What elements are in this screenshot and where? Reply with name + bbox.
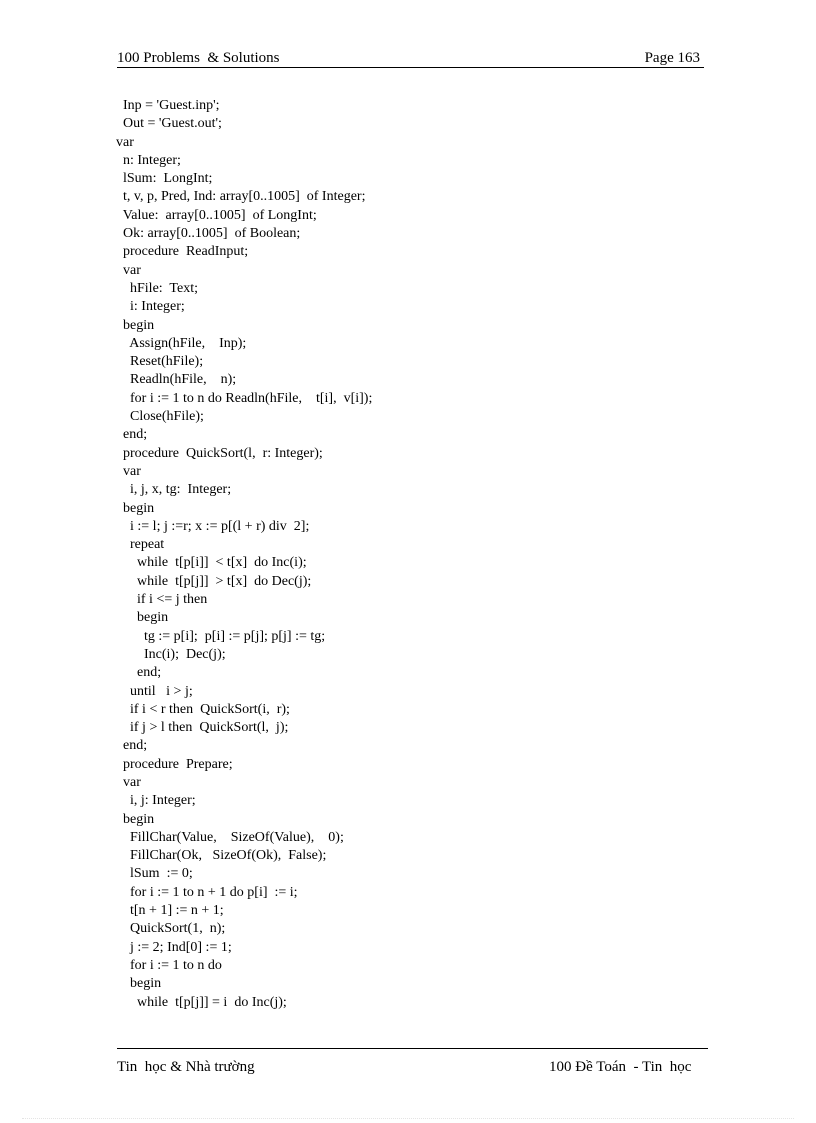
- code-line: hFile: Text;: [116, 280, 198, 296]
- code-line: i, j, x, tg: Integer;: [116, 482, 232, 498]
- code-line: lSum := 0;: [116, 866, 193, 882]
- code-line: Inc(i); Dec(j);: [116, 646, 226, 662]
- code-line: end;: [116, 665, 162, 681]
- code-line: FillChar(Ok, SizeOf(Ok), False);: [116, 848, 327, 864]
- code-line: begin: [116, 610, 169, 626]
- code-line: Close(hFile);: [116, 409, 204, 425]
- code-line: while t[p[i]] < t[x] do Inc(i);: [116, 555, 307, 571]
- code-listing: [116, 97, 372, 1012]
- footer-right-text: 100 Đề Toán - Tin học: [549, 1059, 692, 1075]
- code-line: end;: [116, 427, 148, 443]
- code-line: for i := 1 to n + 1 do p[i] := i;: [116, 884, 298, 900]
- code-line: Out = 'Guest.out';: [116, 116, 222, 132]
- code-line: end;: [116, 738, 148, 754]
- code-line: while t[p[j]] > t[x] do Dec(j);: [116, 573, 312, 589]
- code-line: lSum: LongInt;: [116, 171, 213, 187]
- code-line: i := l; j :=r; x := p[(l + r) div 2];: [116, 518, 310, 534]
- code-line: begin: [116, 811, 155, 827]
- code-line: Assign(hFile, Inp);: [116, 335, 247, 351]
- code-line: FillChar(Value, SizeOf(Value), 0);: [116, 829, 344, 845]
- code-line: Value: array[0..1005] of LongInt;: [116, 207, 317, 223]
- code-line: until i > j;: [116, 683, 193, 699]
- code-line: n: Integer;: [116, 152, 181, 168]
- code-line: while t[p[j]] = i do Inc(j);: [116, 994, 287, 1010]
- code-line: begin: [116, 317, 155, 333]
- code-line: begin: [116, 500, 155, 516]
- code-line: Reset(hFile);: [116, 354, 204, 370]
- code-line: for i := 1 to n do: [116, 957, 222, 973]
- code-line: var: [116, 774, 141, 790]
- code-line: Readln(hFile, n);: [116, 372, 237, 388]
- code-line: if j > l then QuickSort(l, j);: [116, 720, 289, 736]
- code-line: t, v, p, Pred, Ind: array[0..1005] of Integer;: [116, 189, 366, 205]
- code-line: t[n + 1] := n + 1;: [116, 903, 224, 919]
- header-page-number: Page 163: [644, 50, 700, 66]
- page-bottom-edge: [22, 1118, 794, 1119]
- code-line: i, j: Integer;: [116, 793, 196, 809]
- code-line: Inp = 'Guest.inp';: [116, 98, 220, 113]
- code-line: procedure ReadInput;: [116, 244, 249, 260]
- footer-divider: [117, 1048, 708, 1049]
- code-line: j := 2; Ind[0] := 1;: [116, 939, 232, 955]
- code-line: var: [116, 134, 134, 150]
- code-line: procedure Prepare;: [116, 756, 233, 772]
- page-header: [117, 50, 704, 68]
- code-line: if i < r then QuickSort(i, r);: [116, 701, 290, 717]
- code-line: var: [116, 262, 141, 278]
- code-line: i: Integer;: [116, 299, 185, 315]
- code-line: tg := p[i]; p[i] := p[j]; p[j] := tg;: [116, 628, 326, 644]
- footer-left-text: Tin học & Nhà trường: [117, 1059, 255, 1075]
- code-line: Ok: array[0..1005] of Boolean;: [116, 226, 301, 242]
- code-line: for i := 1 to n do Readln(hFile, t[i], v[i]);: [116, 390, 373, 406]
- code-line: if i <= j then: [116, 592, 208, 608]
- header-title: 100 Problems & Solutions: [117, 50, 280, 66]
- code-line: repeat: [116, 537, 165, 553]
- code-line: QuickSort(1, n);: [116, 921, 226, 937]
- code-line: procedure QuickSort(l, r: Integer);: [116, 445, 323, 461]
- code-line: begin: [116, 976, 162, 992]
- code-line: var: [116, 463, 141, 479]
